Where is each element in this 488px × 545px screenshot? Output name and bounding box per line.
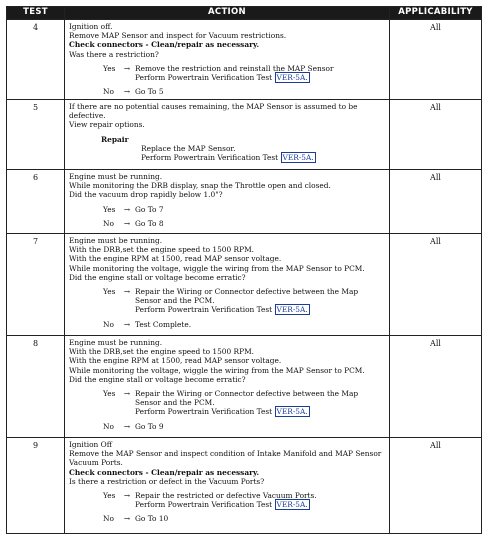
action-line: While monitoring the voltage, wiggle the wiring from the MAP Sensor to PCM. — [69, 365, 365, 375]
action-line: Vacuum Ports. — [69, 458, 123, 468]
table-row — [7, 234, 482, 336]
applicability-cell: All — [390, 336, 482, 438]
yes-text: Perform Powertrain Verification Test — [135, 500, 273, 510]
yes-text: Sensor and the PCM. — [135, 296, 215, 306]
diagnostic-page — [6, 6, 482, 534]
arrow-icon: → — [123, 63, 131, 73]
yes-text: Go To 7 — [135, 204, 164, 214]
action-line: Engine must be running. — [69, 338, 163, 347]
yes-label: Yes — [103, 389, 116, 399]
action-cell — [65, 438, 390, 534]
applicability-cell: All — [390, 170, 482, 234]
test-number: 8 — [7, 336, 65, 438]
ver-5a-link[interactable]: VER-5A. — [276, 305, 308, 315]
applicability-cell: All — [390, 100, 482, 170]
arrow-icon: → — [123, 204, 131, 214]
no-branch — [103, 320, 385, 329]
action-line: With the engine RPM at 1500, read MAP sensor voltage. — [69, 254, 282, 264]
yes-text: Repair the Wiring or Connector defective between the Map — [135, 389, 359, 399]
action-cell — [65, 170, 390, 234]
table-row — [7, 170, 482, 234]
action-line: Remove the MAP Sensor and inspect condition of Intake Manifold and MAP Sensor — [69, 449, 382, 459]
yes-branch — [103, 205, 385, 214]
action-line: Remove MAP Sensor and inspect for Vacuum restrictions. — [69, 31, 287, 41]
action-question: Is there a restriction or defect in the Vacuum Ports? — [69, 476, 265, 486]
action-line: defective. — [69, 111, 106, 121]
test-number: 9 — [7, 438, 65, 534]
table-row — [7, 100, 482, 170]
test-number: 4 — [7, 20, 65, 100]
ver-5a-link[interactable]: VER-5A. — [276, 73, 308, 83]
yes-text: Repair the restricted or defective Vacuum Ports. — [135, 491, 317, 501]
no-text: Go To 5 — [135, 87, 164, 97]
no-text: Go To 9 — [135, 421, 164, 431]
arrow-icon: → — [123, 421, 131, 431]
no-text: Test Complete. — [135, 319, 192, 329]
action-line: Ignition Off — [69, 440, 112, 449]
ver-5a-link[interactable]: VER-5A. — [276, 500, 308, 510]
action-cell — [65, 234, 390, 336]
arrow-icon: → — [123, 389, 131, 399]
yes-branch — [103, 287, 385, 315]
no-branch — [103, 422, 385, 431]
repair-label: Repair — [101, 134, 129, 144]
no-text: Go To 8 — [135, 218, 164, 228]
no-label: No — [103, 421, 114, 431]
arrow-icon: → — [123, 87, 131, 97]
yes-text: Sensor and the PCM. — [135, 398, 215, 408]
header-applicability: APPLICABILITY — [390, 7, 482, 20]
action-line: While monitoring the voltage, wiggle the wiring from the MAP Sensor to PCM. — [69, 263, 365, 273]
applicability-cell: All — [390, 234, 482, 336]
no-label: No — [103, 87, 114, 97]
yes-branch — [103, 64, 385, 82]
yes-branch — [103, 491, 385, 509]
action-line: If there are no potential causes remaining, the MAP Sensor is assumed to be — [69, 102, 358, 111]
no-label: No — [103, 319, 114, 329]
test-number: 6 — [7, 170, 65, 234]
repair-text: Perform Powertrain Verification Test — [141, 153, 279, 163]
yes-text: Perform Powertrain Verification Test — [135, 407, 273, 417]
header-action: ACTION — [65, 7, 390, 20]
yes-text: Repair the Wiring or Connector defective between the Map — [135, 287, 359, 297]
action-bold-note: Check connectors - Clean/repair as necessary. — [69, 40, 260, 50]
arrow-icon: → — [123, 491, 131, 501]
yes-text: Perform Powertrain Verification Test — [135, 305, 273, 315]
table-row — [7, 438, 482, 534]
no-text: Go To 10 — [135, 514, 169, 524]
table-row — [7, 20, 482, 100]
diagnostic-table — [6, 6, 482, 534]
ver-5a-link[interactable]: VER-5A. — [276, 407, 308, 417]
action-line: Engine must be running. — [69, 172, 163, 181]
no-label: No — [103, 514, 114, 524]
arrow-icon: → — [123, 319, 131, 329]
action-cell — [65, 20, 390, 100]
test-number: 5 — [7, 100, 65, 170]
action-line: Ignition off. — [69, 22, 113, 31]
action-question: Was there a restriction? — [69, 49, 159, 59]
yes-branch — [103, 389, 385, 417]
action-cell — [65, 336, 390, 438]
no-branch — [103, 87, 385, 96]
action-line: With the DRB,set the engine speed to 1500 RPM. — [69, 347, 255, 357]
action-line: Did the vacuum drop rapidly below 1.0"? — [69, 190, 223, 200]
action-line: Did the engine stall or voltage become erratic? — [69, 272, 246, 282]
action-cell — [65, 100, 390, 170]
yes-label: Yes — [103, 204, 116, 214]
yes-label: Yes — [103, 63, 116, 73]
table-row — [7, 336, 482, 438]
arrow-icon: → — [123, 514, 131, 524]
no-branch — [103, 219, 385, 228]
action-line: With the DRB,set the engine speed to 1500 RPM. — [69, 245, 255, 255]
action-line: Engine must be running. — [69, 236, 163, 245]
action-bold-note: Check connectors - Clean/repair as necessary. — [69, 467, 260, 477]
arrow-icon: → — [123, 218, 131, 228]
no-label: No — [103, 218, 114, 228]
test-number: 7 — [7, 234, 65, 336]
table-header-row — [7, 7, 482, 20]
action-line: Did the engine stall or voltage become erratic? — [69, 374, 246, 384]
yes-text: Remove the restriction and reinstall the MAP Sensor — [135, 63, 334, 73]
repair-text: Replace the MAP Sensor. — [141, 143, 236, 153]
no-branch — [103, 514, 385, 523]
applicability-cell: All — [390, 438, 482, 534]
yes-text: Perform Powertrain Verification Test — [135, 73, 273, 83]
action-line: With the engine RPM at 1500, read MAP sensor voltage. — [69, 356, 282, 366]
action-line: While monitoring the DRB display, snap the Throttle open and closed. — [69, 181, 331, 191]
header-test: TEST — [7, 7, 65, 20]
action-line: View repair options. — [69, 120, 145, 130]
yes-label: Yes — [103, 287, 116, 297]
yes-label: Yes — [103, 491, 116, 501]
ver-5a-link[interactable]: VER-5A. — [282, 153, 314, 163]
arrow-icon: → — [123, 287, 131, 297]
applicability-cell: All — [390, 20, 482, 100]
